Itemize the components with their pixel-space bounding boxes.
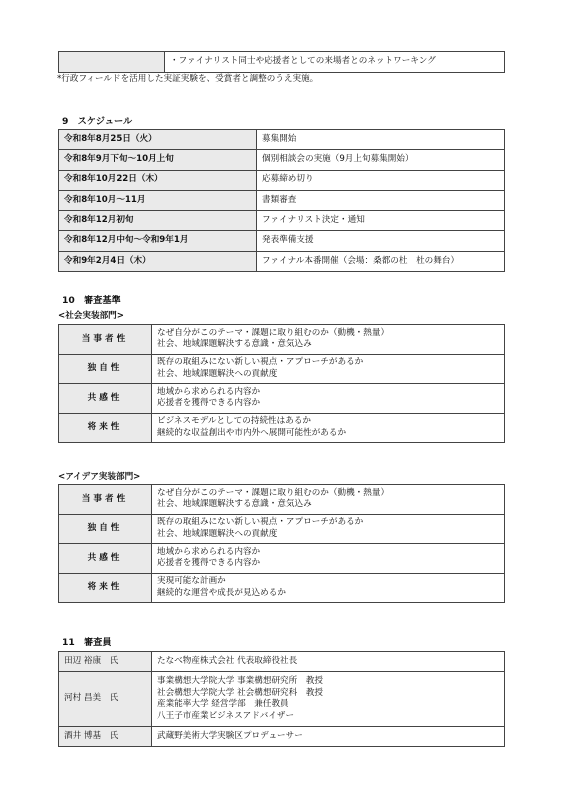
judge-name: 田辺 裕康 氏 [59,652,152,672]
judge-row [59,672,505,727]
schedule-row [59,170,505,190]
criteria-line: 地域から求められる内容か [157,546,261,557]
criteria-line: 既存の取組みにない新しい視点・アプローチがあるか [157,517,364,528]
criteria-name: 当事者性 [59,325,152,355]
criteria-line: 応援者を獲得できる内容か [157,558,261,569]
criteria-description [152,573,505,603]
schedule-row [59,251,505,271]
criteria-line: なぜ自分がこのテーマ・課題に取り組むのか（動機・熱量） [157,487,390,498]
judge-name: 酒井 博基 氏 [59,727,152,747]
criteria-name: 独自性 [59,354,152,384]
criteria-description [152,544,505,574]
judges-table [58,651,505,747]
criteria-idea-label: <アイデア実装部門> [58,472,141,482]
criteria-line: 地域から求められる内容か [157,386,261,397]
criteria-row [59,354,505,384]
criteria-description [152,413,505,443]
schedule-heading: 9 スケジュール [62,116,133,127]
schedule-date: 令和8年12月初旬 [59,211,257,231]
note: *行政フィールドを活用した実証実験を、受賞者と調整のうえ実施。 [57,74,319,84]
schedule-date: 令和8年10月22日（木） [59,170,257,190]
schedule-row [59,190,505,210]
criteria-social-label: <社会実装部門> [58,311,124,321]
judges-heading: 11 審査員 [62,637,112,648]
judge-affiliation-line: 武蔵野美術大学実験区プロデューサー [157,730,303,741]
top-table [58,51,505,73]
criteria-row [59,485,505,515]
schedule-date: 令和8年12月中旬～令和9年1月 [59,231,257,251]
criteria-name: 将来性 [59,413,152,443]
schedule-event: 応募締め切り [257,170,505,190]
schedule-event: 発表準備支援 [257,231,505,251]
criteria-social-table [58,324,505,443]
criteria-line: 既存の取組みにない新しい視点・アプローチがあるか [157,357,364,368]
schedule-date: 令和8年8月25日（火） [59,130,257,150]
schedule-event: ファイナル本番開催（会場：桑都の杜 杜の舞台） [257,251,505,271]
judge-affiliation [152,672,505,727]
schedule-date: 令和8年9月下旬～10月上旬 [59,150,257,170]
judge-affiliation-line: 産業能率大学 経営学部 兼任教員 [157,699,289,709]
criteria-description [152,485,505,515]
schedule-date: 令和9年2月4日（木） [59,251,257,271]
criteria-description [152,514,505,544]
schedule-row [59,150,505,170]
criteria-line: 応援者を獲得できる内容か [157,398,261,409]
criteria-row [59,544,505,574]
judge-affiliation [152,727,505,747]
judge-affiliation-line: 事業構想大学院大学 事業構想研究所 教授 [157,676,324,686]
schedule-row [59,211,505,231]
criteria-line: 社会、地域課題解決する意識・意気込み [157,499,312,510]
criteria-name: 当事者性 [59,485,152,515]
criteria-description [152,384,505,414]
criteria-line: 社会、地域課題解決する意識・意気込み [157,339,312,350]
criteria-line: 社会、地域課題解決への貢献度 [157,528,278,539]
criteria-line: ビジネスモデルとしての持続性はあるか [157,416,312,427]
criteria-idea-table [58,484,505,603]
criteria-line: 実現可能な計画か [157,576,226,587]
criteria-description [152,354,505,384]
schedule-event: 個別相談会の実施（9月上旬募集開始） [257,150,505,170]
top-table-empty-cell [59,52,165,73]
judge-row [59,727,505,747]
top-table-cell: ・ファイナリスト同士や応援者としての来場者とのネットワーキング [165,52,505,73]
schedule-event: 書類審査 [257,190,505,210]
schedule-date: 令和8年10月～11月 [59,190,257,210]
criteria-name: 共感性 [59,384,152,414]
criteria-row [59,514,505,544]
judge-row [59,652,505,672]
judge-affiliation-line: 社会構想大学院大学 社会構想研究科 教授 [157,687,324,698]
criteria-row [59,413,505,443]
criteria-name: 独自性 [59,514,152,544]
judge-affiliation-line: たなべ物産株式会社 代表取締役社長 [157,655,298,666]
criteria-description [152,325,505,355]
schedule-row [59,231,505,251]
criteria-row [59,384,505,414]
schedule-table [58,129,505,272]
criteria-row [59,325,505,355]
criteria-line: なぜ自分がこのテーマ・課題に取り組むのか（動機・熱量） [157,327,390,338]
criteria-name: 共感性 [59,544,152,574]
criteria-row [59,573,505,603]
schedule-event: 募集開始 [257,130,505,150]
schedule-event: ファイナリスト決定・通知 [257,211,505,231]
criteria-line: 社会、地域課題解決への貢献度 [157,368,278,379]
criteria-line: 継続的な運営や成長が見込めるか [157,587,286,598]
judge-affiliation-line: 八王子市産業ビジネスアドバイザー [157,710,295,721]
judge-name: 河村 昌美 氏 [59,672,152,727]
criteria-heading: 10 審査基準 [62,295,121,306]
schedule-row [59,130,505,150]
criteria-name: 将来性 [59,573,152,603]
criteria-line: 継続的な収益創出や市内外へ展開可能性があるか [157,427,347,438]
judge-affiliation [152,652,505,672]
